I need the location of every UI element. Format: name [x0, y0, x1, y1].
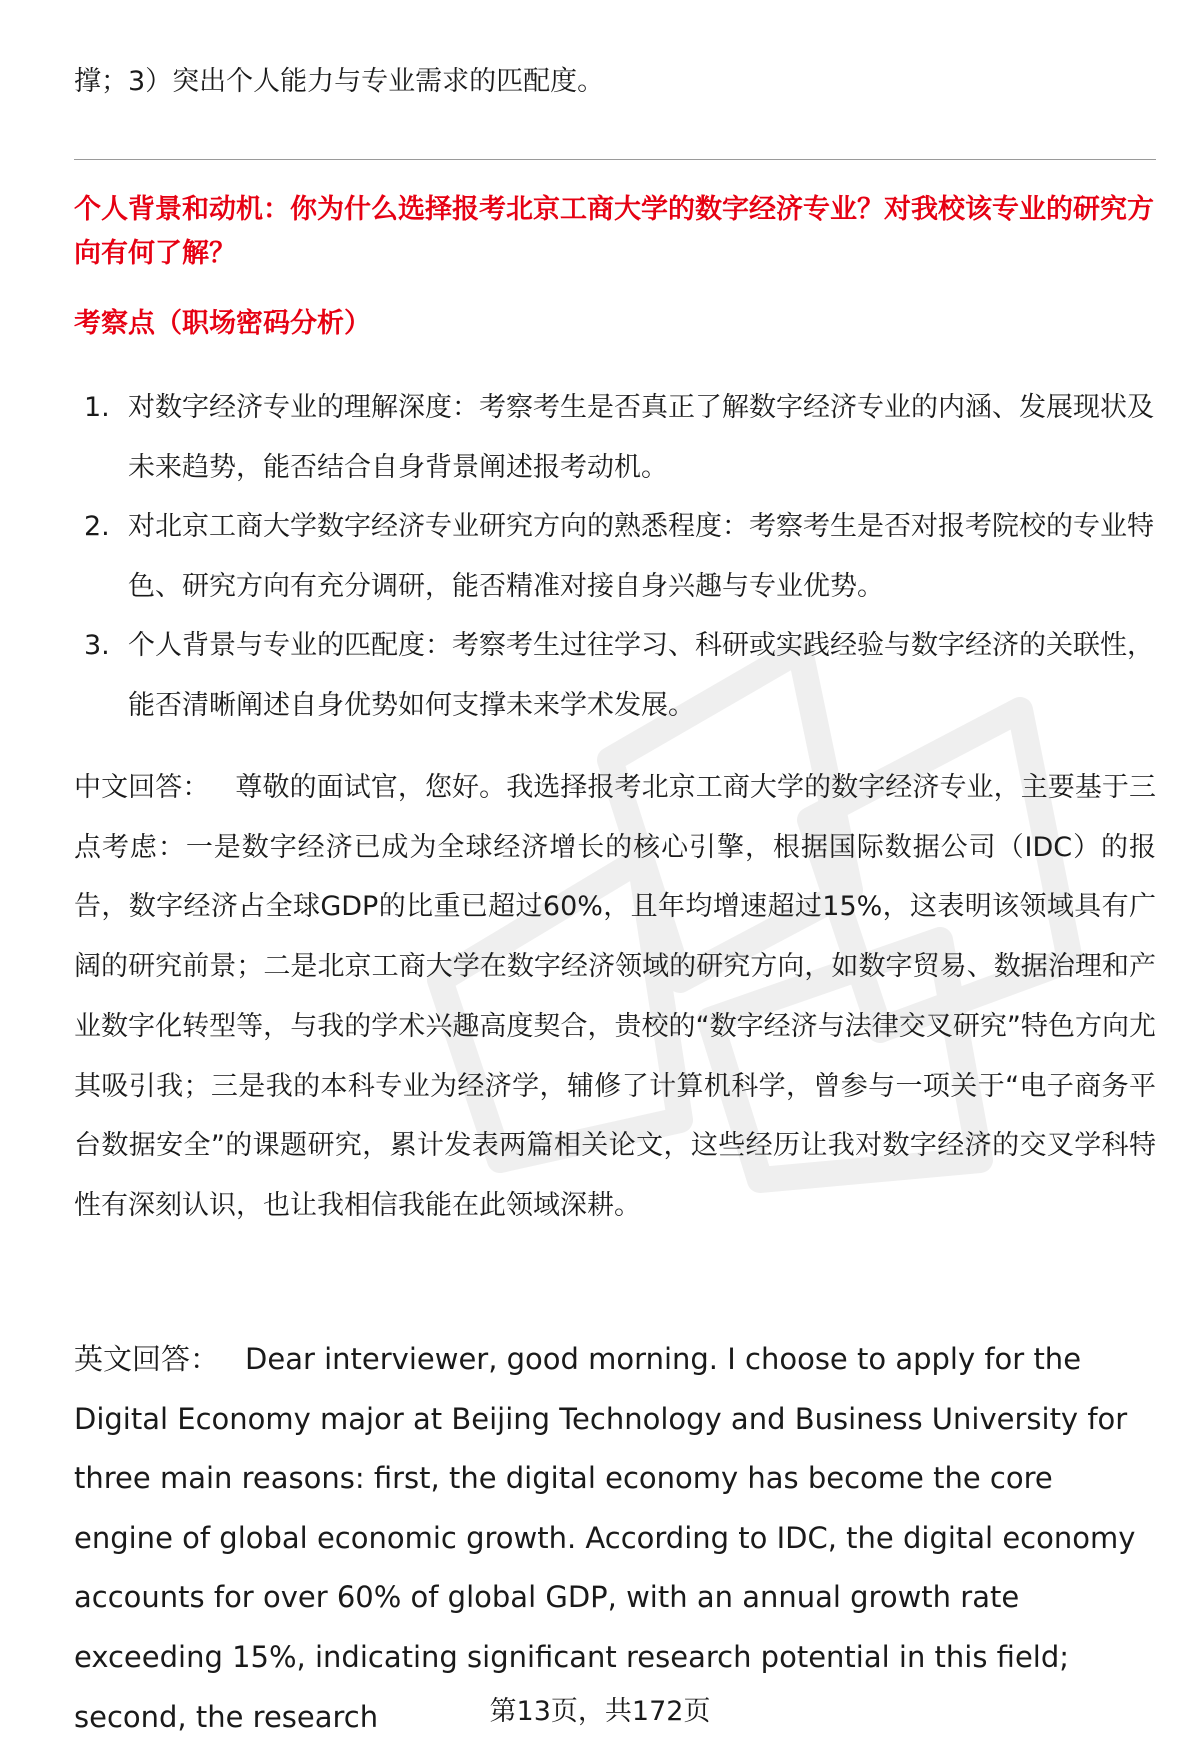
chinese-answer-text: 尊敬的面试官，您好。我选择报考北京工商大学的数字经济专业，主要基于三点考虑：一是数字经济已成为全球经济增长的核心引擎，根据国际数据公司（IDC）的报告，数字经济占全球GDP的比重已超过60%，且年均增速超过15%，这表明该领域具有广阔的研究前景；二是北京工商大学在数字经济领域的研究方向，如数字贸易、数据治理和产业数字化转型等，与我的学术兴趣高度契合，贵校的“数字经济与法律交叉研究”特色方向尤其吸引我；三是我的本科专业为经济学，辅修了计算机科学，曾参与一项关于“电子商务平台数据安全”的课题研究，累计发表两篇相关论文，这些经历让我对数字经济的交叉学科特性有深刻认识，也让我相信我能在此领域深耕。	[74, 772, 1157, 1221]
continued-text: 撑；3）突出个人能力与专业需求的匹配度。	[74, 66, 605, 97]
list-item	[74, 378, 1156, 497]
list-number: 2.	[84, 511, 110, 542]
chinese-answer-label: 中文回答：	[74, 772, 210, 803]
list-number: 1.	[84, 392, 110, 423]
chinese-answer	[74, 758, 1156, 1236]
document-page	[74, 0, 1156, 1755]
english-answer-text: Dear interviewer, good morning. I choose to apply for the Digital Economy major at Beijing Technology and Business University for three main reasons: first, the digital economy has become the core engine of global economic growth. According to IDC, the digital economy accounts for over 60% of global GDP, with an annual growth rate exceeding 15%, indicating significant research potential in this field; second, the research	[74, 1342, 1136, 1734]
page-footer: 第13页，共172页	[489, 1696, 711, 1727]
points-heading: 考察点（职场密码分析）	[74, 308, 371, 339]
list-item	[74, 497, 1156, 616]
list-text: 个人背景与专业的匹配度：考察考生过往学习、科研或实践经验与数字经济的关联性，能否清晰阐述自身优势如何支撑未来学术发展。	[128, 630, 1154, 721]
list-item	[74, 616, 1156, 735]
question-heading: 个人背景和动机：你为什么选择报考北京工商大学的数字经济专业？对我校该专业的研究方向有何了解？	[74, 194, 1154, 269]
section-divider	[74, 159, 1156, 160]
english-answer	[74, 1330, 1156, 1747]
english-answer-label: 英文回答：	[74, 1342, 220, 1376]
list-text: 对数字经济专业的理解深度：考察考生是否真正了解数字经济专业的内涵、发展现状及未来趋势，能否结合自身背景阐述报考动机。	[128, 392, 1154, 483]
assessment-points-list	[74, 378, 1156, 735]
list-text: 对北京工商大学数字经济专业研究方向的熟悉程度：考察考生是否对报考院校的专业特色、研究方向有充分调研，能否精准对接自身兴趣与专业优势。	[128, 511, 1154, 602]
list-number: 3.	[84, 630, 110, 661]
